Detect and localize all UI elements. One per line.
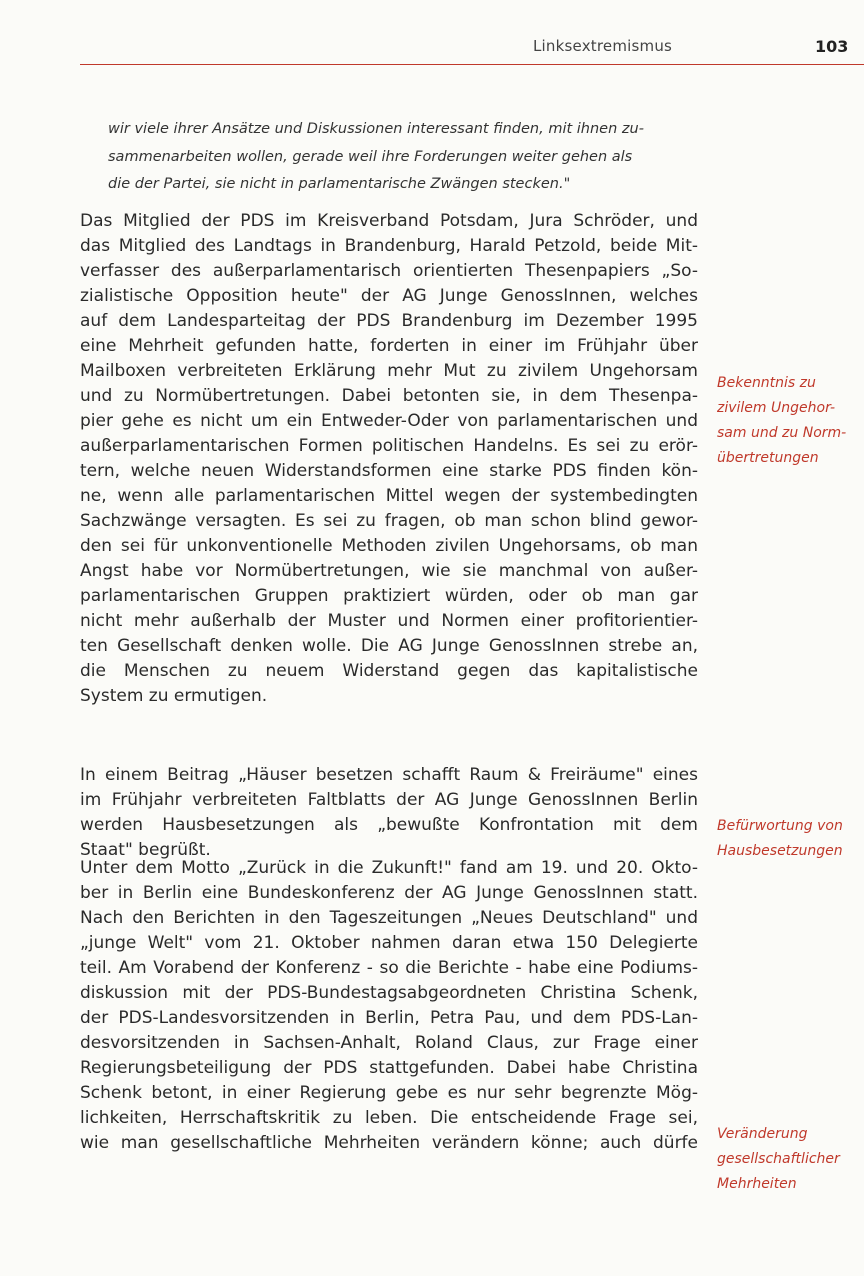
- margin-note-house-occupations: [717, 814, 862, 864]
- text-line: auf dem Landesparteitag der PDS Brandenburg im Dezember 1995: [80, 311, 698, 331]
- header-title: Linksextremismus: [533, 37, 673, 55]
- text-line: die Menschen zu neuem Widerstand gegen das kapitalistische: [80, 661, 698, 681]
- text-line: ber in Berlin eine Bundeskonferenz der AG Junge GenossInnen statt.: [80, 883, 698, 903]
- text-line: desvorsitzenden in Sachsen-Anhalt, Roland Claus, zur Frage einer: [80, 1033, 698, 1053]
- page-number: 103: [815, 37, 849, 56]
- text-line: der PDS-Landesvorsitzenden in Berlin, Petra Pau, und dem PDS-Lan-: [80, 1008, 698, 1028]
- text-line: werden Hausbesetzungen als „bewußte Konfrontation mit dem: [80, 815, 698, 835]
- margin-note-civil-disobedience: [717, 371, 862, 471]
- quote-line: die der Partei, sie nicht in parlamentarische Zwängen stecken.": [108, 176, 571, 192]
- text-line: parlamentarischen Gruppen praktiziert würden, oder ob man gar: [80, 586, 698, 606]
- header-rule: [80, 64, 864, 65]
- text-line: Schenk betont, in einer Regierung gebe es nur sehr begrenzte Mög-: [80, 1083, 698, 1103]
- text-line: Mailboxen verbreiteten Erklärung mehr Mut zu zivilem Ungehorsam: [80, 361, 698, 381]
- text-line: diskussion mit der PDS-Bundestagsabgeordneten Christina Schenk,: [80, 983, 698, 1003]
- text-line: „junge Welt" vom 21. Oktober nahmen daran etwa 150 Delegierte: [80, 933, 698, 953]
- text-line: nicht mehr außerhalb der Muster und Normen einer profitorientier-: [80, 611, 698, 631]
- paragraph-3: [80, 856, 698, 1156]
- text-line: verfasser des außerparlamentarisch orientierten Thesenpapiers „So-: [80, 261, 698, 281]
- text-line: tern, welche neuen Widerstandsformen eine starke PDS finden kön-: [80, 461, 698, 481]
- text-line: Sachzwänge versagten. Es sei zu fragen, ob man schon blind gewor-: [80, 511, 698, 531]
- text-line: pier gehe es nicht um ein Entweder-Oder von parlamentarischen und: [80, 411, 698, 431]
- text-line: Nach den Berichten in den Tageszeitungen „Neues Deutschland" und: [80, 908, 698, 928]
- text-line: ten Gesellschaft denken wolle. Die AG Junge GenossInnen strebe an,: [80, 636, 698, 656]
- text-line: Das Mitglied der PDS im Kreisverband Potsdam, Jura Schröder, und: [80, 211, 698, 231]
- text-line: eine Mehrheit gefunden hatte, forderten in einer im Frühjahr über: [80, 336, 698, 356]
- margin-note-line: übertretungen: [717, 450, 819, 466]
- text-line: und zu Normübertretungen. Dabei betonten sie, in dem Thesenpa-: [80, 386, 698, 406]
- margin-note-line: zivilem Ungehor-: [717, 400, 836, 416]
- block-quote: [108, 116, 678, 199]
- text-line: Regierungsbeteiligung der PDS stattgefunden. Dabei habe Christina: [80, 1058, 698, 1078]
- text-line: Unter dem Motto „Zurück in die Zukunft!" fand am 19. und 20. Okto-: [80, 858, 698, 878]
- margin-note-line: sam und zu Norm-: [717, 425, 847, 441]
- text-line: das Mitglied des Landtags in Brandenburg, Harald Petzold, beide Mit-: [80, 236, 698, 256]
- margin-note-line: Veränderung: [717, 1126, 808, 1142]
- margin-note-social-majorities: [717, 1122, 862, 1197]
- margin-note-line: Bekenntnis zu: [717, 375, 816, 391]
- text-line: wie man gesellschaftliche Mehrheiten verändern könne; auch dürfe: [80, 1133, 698, 1153]
- paragraph-1: [80, 209, 698, 709]
- paragraph-2: [80, 763, 698, 863]
- text-line: zialistische Opposition heute" der AG Junge GenossInnen, welches: [80, 286, 698, 306]
- margin-note-line: Mehrheiten: [717, 1176, 797, 1192]
- text-line: Angst habe vor Normübertretungen, wie sie manchmal von außer-: [80, 561, 698, 581]
- text-line: teil. Am Vorabend der Konferenz - so die Berichte - habe eine Podiums-: [80, 958, 698, 978]
- text-line: im Frühjahr verbreiteten Faltblatts der AG Junge GenossInnen Berlin: [80, 790, 698, 810]
- text-line: ne, wenn alle parlamentarischen Mittel wegen der systembedingten: [80, 486, 698, 506]
- margin-note-line: Hausbesetzungen: [717, 843, 843, 859]
- text-line: den sei für unkonventionelle Methoden zivilen Ungehorsams, ob man: [80, 536, 698, 556]
- margin-note-line: Befürwortung von: [717, 818, 843, 834]
- text-line: System zu ermutigen.: [80, 686, 268, 706]
- quote-line: wir viele ihrer Ansätze und Diskussionen interessant finden, mit ihnen zu-: [108, 121, 644, 137]
- quote-line: sammenarbeiten wollen, gerade weil ihre Forderungen weiter gehen als: [108, 148, 633, 165]
- text-line: lichkeiten, Herrschaftskritik zu leben. Die entscheidende Frage sei,: [80, 1108, 698, 1128]
- margin-note-line: gesellschaftlicher: [717, 1151, 840, 1167]
- text-line: Staat" begrüßt.: [80, 840, 211, 860]
- text-line: außerparlamentarischen Formen politischen Handelns. Es sei zu erör-: [80, 436, 698, 456]
- text-line: In einem Beitrag „Häuser besetzen schafft Raum & Freiräume" eines: [80, 765, 698, 785]
